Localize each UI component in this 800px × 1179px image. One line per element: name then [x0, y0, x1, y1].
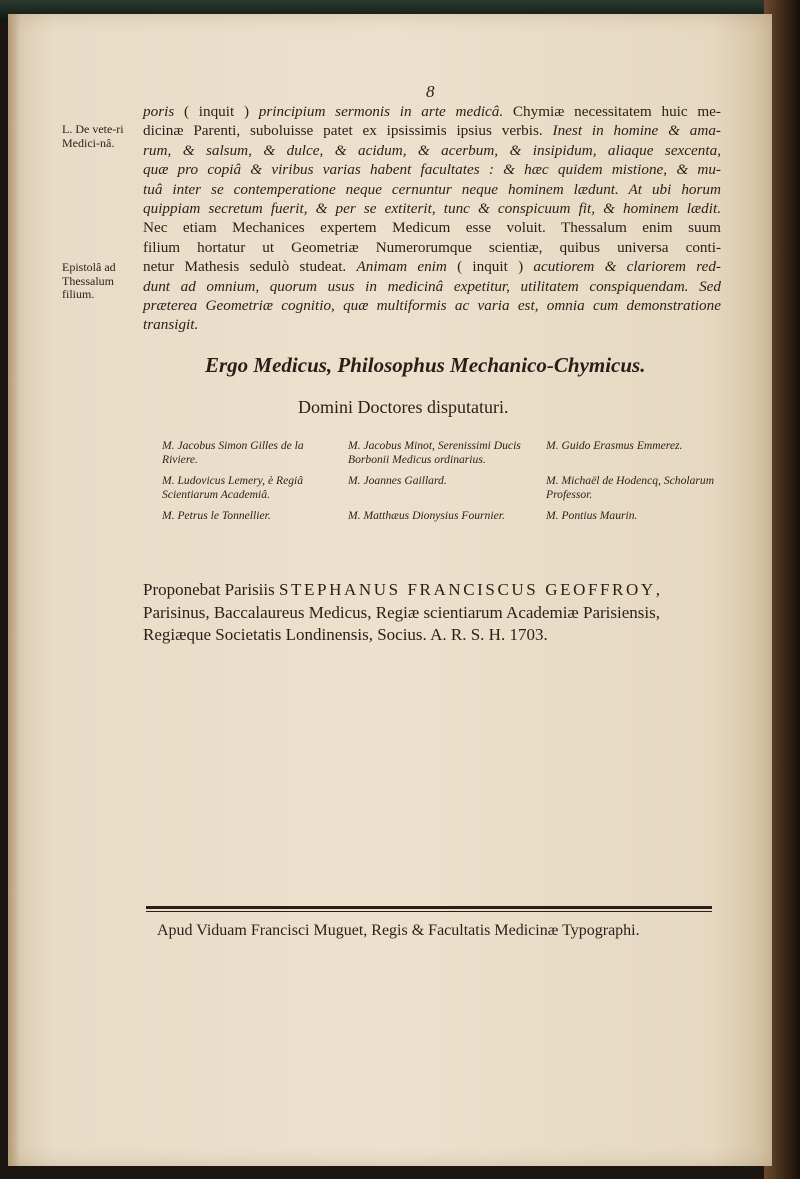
text-run: Inest in homine & ama-	[552, 122, 721, 140]
margin-note-epistola: Epistolâ ad Thessalum filium.	[62, 260, 116, 301]
text-run: acutiorem & clariorem red-	[533, 258, 721, 276]
doctor-entry: M. Joannes Gaillard.	[348, 474, 447, 488]
text-run: principium sermonis in arte medicâ.	[258, 103, 504, 120]
text-run: Animam enim	[356, 258, 447, 276]
body-line	[143, 141, 721, 160]
text-run: quæ pro copiâ & viribus varias habent facultates : & hæc quidem mistione, & mu-	[143, 161, 721, 179]
body-line	[143, 238, 721, 257]
page-gutter-shadow	[8, 14, 20, 1166]
body-line	[143, 102, 721, 121]
doctor-entry: M. Petrus le Tonnellier.	[162, 509, 271, 523]
doctor-entry: M. Matthæus Dionysius Fournier.	[348, 509, 505, 523]
body-line	[143, 180, 721, 199]
text-run: quippiam secretum fuerit, & per se extiterit, tunc & conspicuum fit, & hominem lædit.	[143, 200, 721, 218]
body-line	[143, 199, 721, 218]
text-run: dicinæ Parenti, suboluisse patet ex ipsissimis ipsius verbis.	[143, 122, 553, 140]
text-run: dunt ad omnium, quorum usus in medicinâ expetitur, utilitatem conspiquendam. Sed	[143, 277, 721, 295]
text-run: transigit.	[143, 316, 199, 334]
text-run: Nec etiam Mechanices expertem Medicum esse voluit. Thessalum enim suum	[143, 219, 721, 237]
proponebat-lead: Proponebat Parisiis	[143, 580, 279, 599]
body-line	[143, 121, 721, 140]
body-line	[143, 296, 721, 315]
respondent-name: STEPHANUS FRANCISCUS GEOFFROY	[279, 580, 656, 599]
text-run: filium hortatur ut Geometriæ Numerorumque scientiæ, quibus universa conti-	[143, 238, 721, 256]
text-run: Chymiæ necessitatem huic me-	[503, 103, 721, 120]
text-run: rum, & salsum, & dulce, & acidum, & acerbum, & insipidum, aliaque sexcenta,	[143, 141, 721, 159]
body-line	[143, 315, 721, 334]
doctor-entry: M. Jacobus Minot, Serenissimi Ducis Borbonii Medicus ordinarius.	[348, 439, 521, 466]
doctors-subheading: Domini Doctores disputaturi.	[298, 397, 509, 417]
doctor-entry: M. Jacobus Simon Gilles de la Riviere.	[162, 439, 304, 466]
margin-note-de-veteri-medicina: L. De vete-ri Medici-nâ.	[62, 122, 124, 150]
doctor-entry: M. Guido Erasmus Emmerez.	[546, 439, 683, 452]
body-text	[143, 102, 721, 335]
text-run: tuâ inter se contemperatione neque cernuntur neque hominem lædunt. At ubi horum	[143, 180, 721, 198]
doctor-entry: M. Ludovicus Lemery, è Regiâ Scientiarum Academiâ.	[162, 474, 304, 501]
text-run: poris	[143, 103, 175, 120]
printer-imprint: Apud Viduam Francisci Muguet, Regis & Facultatis Medicinæ Typographi.	[157, 922, 640, 939]
text-run: ( inquit )	[446, 258, 534, 276]
text-run: ( inquit )	[174, 103, 259, 120]
thesis-heading: Ergo Medicus, Philosophus Mechanico-Chymicus.	[205, 353, 646, 377]
body-line	[143, 218, 721, 237]
text-run: netur Mathesis sedulò studeat.	[143, 258, 357, 276]
body-line	[143, 160, 721, 179]
doctor-entry: M. Pontius Maurin.	[546, 509, 638, 523]
text-run: præterea Geometriæ cognitio, quæ multiformis ac varia est, omnia cum demonstratione	[143, 297, 721, 315]
doctors-list	[162, 439, 722, 523]
divider-rule-thin	[146, 911, 712, 912]
doctor-entry: M. Michaël de Hodencq, Scholarum Professor.	[546, 474, 715, 501]
body-line	[143, 257, 721, 276]
divider-rule	[146, 906, 712, 909]
page-number: 8	[426, 82, 435, 101]
body-line	[143, 277, 721, 296]
proponebat-rest: , Parisinus, Baccalaureus Medicus, Regiæ scientiarum Academiæ Parisiensis, Regiæque Societatis Londinensis, Socius. A. R. S. H. 1703.	[143, 580, 661, 644]
proponebat-paragraph	[143, 579, 721, 647]
